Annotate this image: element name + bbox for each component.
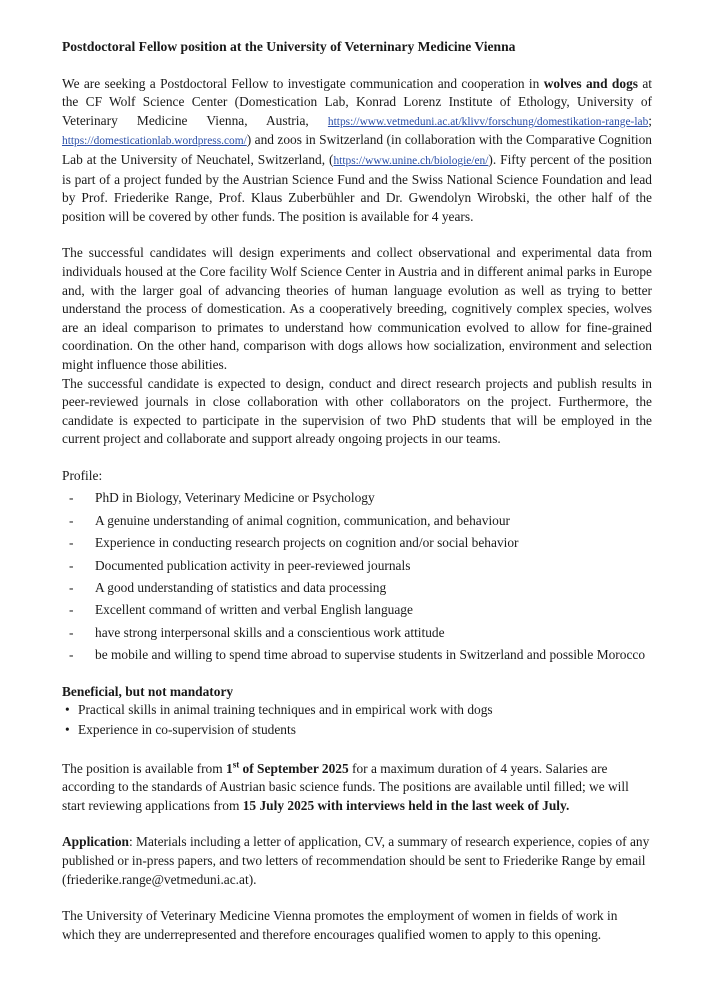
closing-paragraph: The University of Veterinary Medicine Vienna promotes the employment of women in fields of work in which they are underrepresented and therefore encourages qualified women to apply to this opening.	[62, 908, 618, 942]
intro-bold-species: wolves and dogs	[543, 75, 638, 91]
beneficial-heading: Beneficial, but not mandatory	[62, 683, 234, 699]
profile-list	[62, 489, 652, 664]
profile-item: - Excellent command of written and verbal English language	[62, 601, 652, 620]
application-label: Application	[62, 834, 129, 850]
link-vetmeduni[interactable]: https://www.vetmeduni.ac.at/klivv/forschung/domestikation-range-lab	[327, 115, 649, 128]
dash-marker: -	[69, 557, 74, 573]
intro-text-1: We are seeking a Postdoctoral Fellow to investigate communication and cooperation in	[62, 75, 544, 91]
availability-paragraph: The position is available from 1st of September 2025 for a maximum duration of 4 years. Salaries are according to the standards of Austrian basic science funds. The positions are available until filled; we will start reviewing applications from 15 July 2025 with interviews held in the last week of July.	[62, 759, 629, 813]
bullet-marker: •	[65, 722, 70, 738]
research-paragraph: The successful candidates will design experiments and collect observational and experimental data from individuals housed at the Core facility Wolf Science Center in Austria and in different animal parks in Europe and, with the larger goal of advancing theories of human language evolution as well as trying to better understand the process of domestication. As a cooperatively breeding, cognitively complex species, wolves are an ideal comparison to primates to understand how communication evolved to allow for fine-grained coordination. On the other hand, comparison with dogs allows how socialization, environment and selection might influence those abilities.	[62, 245, 652, 372]
page-title: Postdoctoral Fellow position at the University of Veterninary Medicine Vienna	[62, 39, 516, 54]
dash-marker: -	[69, 647, 74, 663]
link-unine[interactable]: https://www.unine.ch/biologie/en/	[333, 154, 489, 167]
profile-item: - Experience in conducting research projects on cognition and/or social behavior	[62, 534, 652, 553]
contact-email[interactable]: friederike.range@vetmeduni.ac.at	[66, 871, 249, 887]
dash-marker: -	[69, 512, 74, 528]
profile-item: - be mobile and willing to spend time abroad to supervise students in Switzerland and possible Morocco	[62, 646, 652, 665]
dash-marker: -	[69, 490, 74, 506]
dash-marker: -	[69, 624, 74, 640]
intro-text-2: at the CF Wolf Science Center (Domestication Lab, Konrad Lorenz Institute of Ethology, University of Veterinary Medicine Vienna, Austria,	[62, 75, 652, 128]
beneficial-item: • Experience in co-supervision of students	[62, 721, 652, 740]
profile-item: - PhD in Biology, Veterinary Medicine or Psychology	[62, 489, 652, 508]
beneficial-list	[62, 701, 652, 740]
profile-item: - A good understanding of statistics and data processing	[62, 579, 652, 598]
intro-text-5: ). Fifty percent of the position is part of a project funded by the Austrian Science Fund and the Swiss National Science Foundation and lead by Prof. Friederike Range, Prof. Klaus Zuberbühler and Dr. Gwendolyn Wirobski, the other half of the position will be covered by other funds. The position is available for 4 years.	[62, 151, 652, 224]
review-date: 15 July 2025 with interviews held in the last week of July.	[242, 797, 570, 813]
dash-marker: -	[69, 602, 74, 618]
start-date: 1st of September 2025	[226, 759, 349, 776]
intro-text-4: ) and zoos in Switzerland (in collaboration with the Comparative Cognition Lab at the University of Neuchatel, Switzerland, (	[62, 132, 652, 167]
profile-heading: Profile:	[62, 467, 103, 483]
dash-marker: -	[69, 580, 74, 596]
application-paragraph: Application: Materials including a letter of application, CV, a summary of research experience, copies of any published or in-press papers, and two letters of recommendation should be sent to Friederike Range by email (friederike.range@vetmeduni.ac.at).	[62, 834, 650, 887]
beneficial-item: • Practical skills in animal training techniques and in empirical work with dogs	[62, 701, 652, 720]
responsibilities-paragraph: The successful candidate is expected to design, conduct and direct research projects and publish results in peer-reviewed journals in close collaboration with other collaborators on the project. Furthermore, the candidate is expected to participate in the supervision of two PhD students that will be employed in the current project and collaborate and support already ongoing projects in our teams.	[62, 375, 652, 447]
profile-item: - A genuine understanding of animal cognition, communication, and behaviour	[62, 512, 652, 531]
document-page	[62, 38, 652, 944]
intro-text-3: ;	[648, 112, 652, 128]
profile-item: - have strong interpersonal skills and a conscientious work attitude	[62, 624, 652, 643]
profile-item: - Documented publication activity in peer-reviewed journals	[62, 557, 652, 576]
bullet-marker: •	[65, 702, 70, 718]
dash-marker: -	[69, 535, 74, 551]
intro-paragraph	[62, 75, 652, 227]
link-domesticationlab[interactable]: https://domesticationlab.wordpress.com/	[62, 135, 247, 148]
